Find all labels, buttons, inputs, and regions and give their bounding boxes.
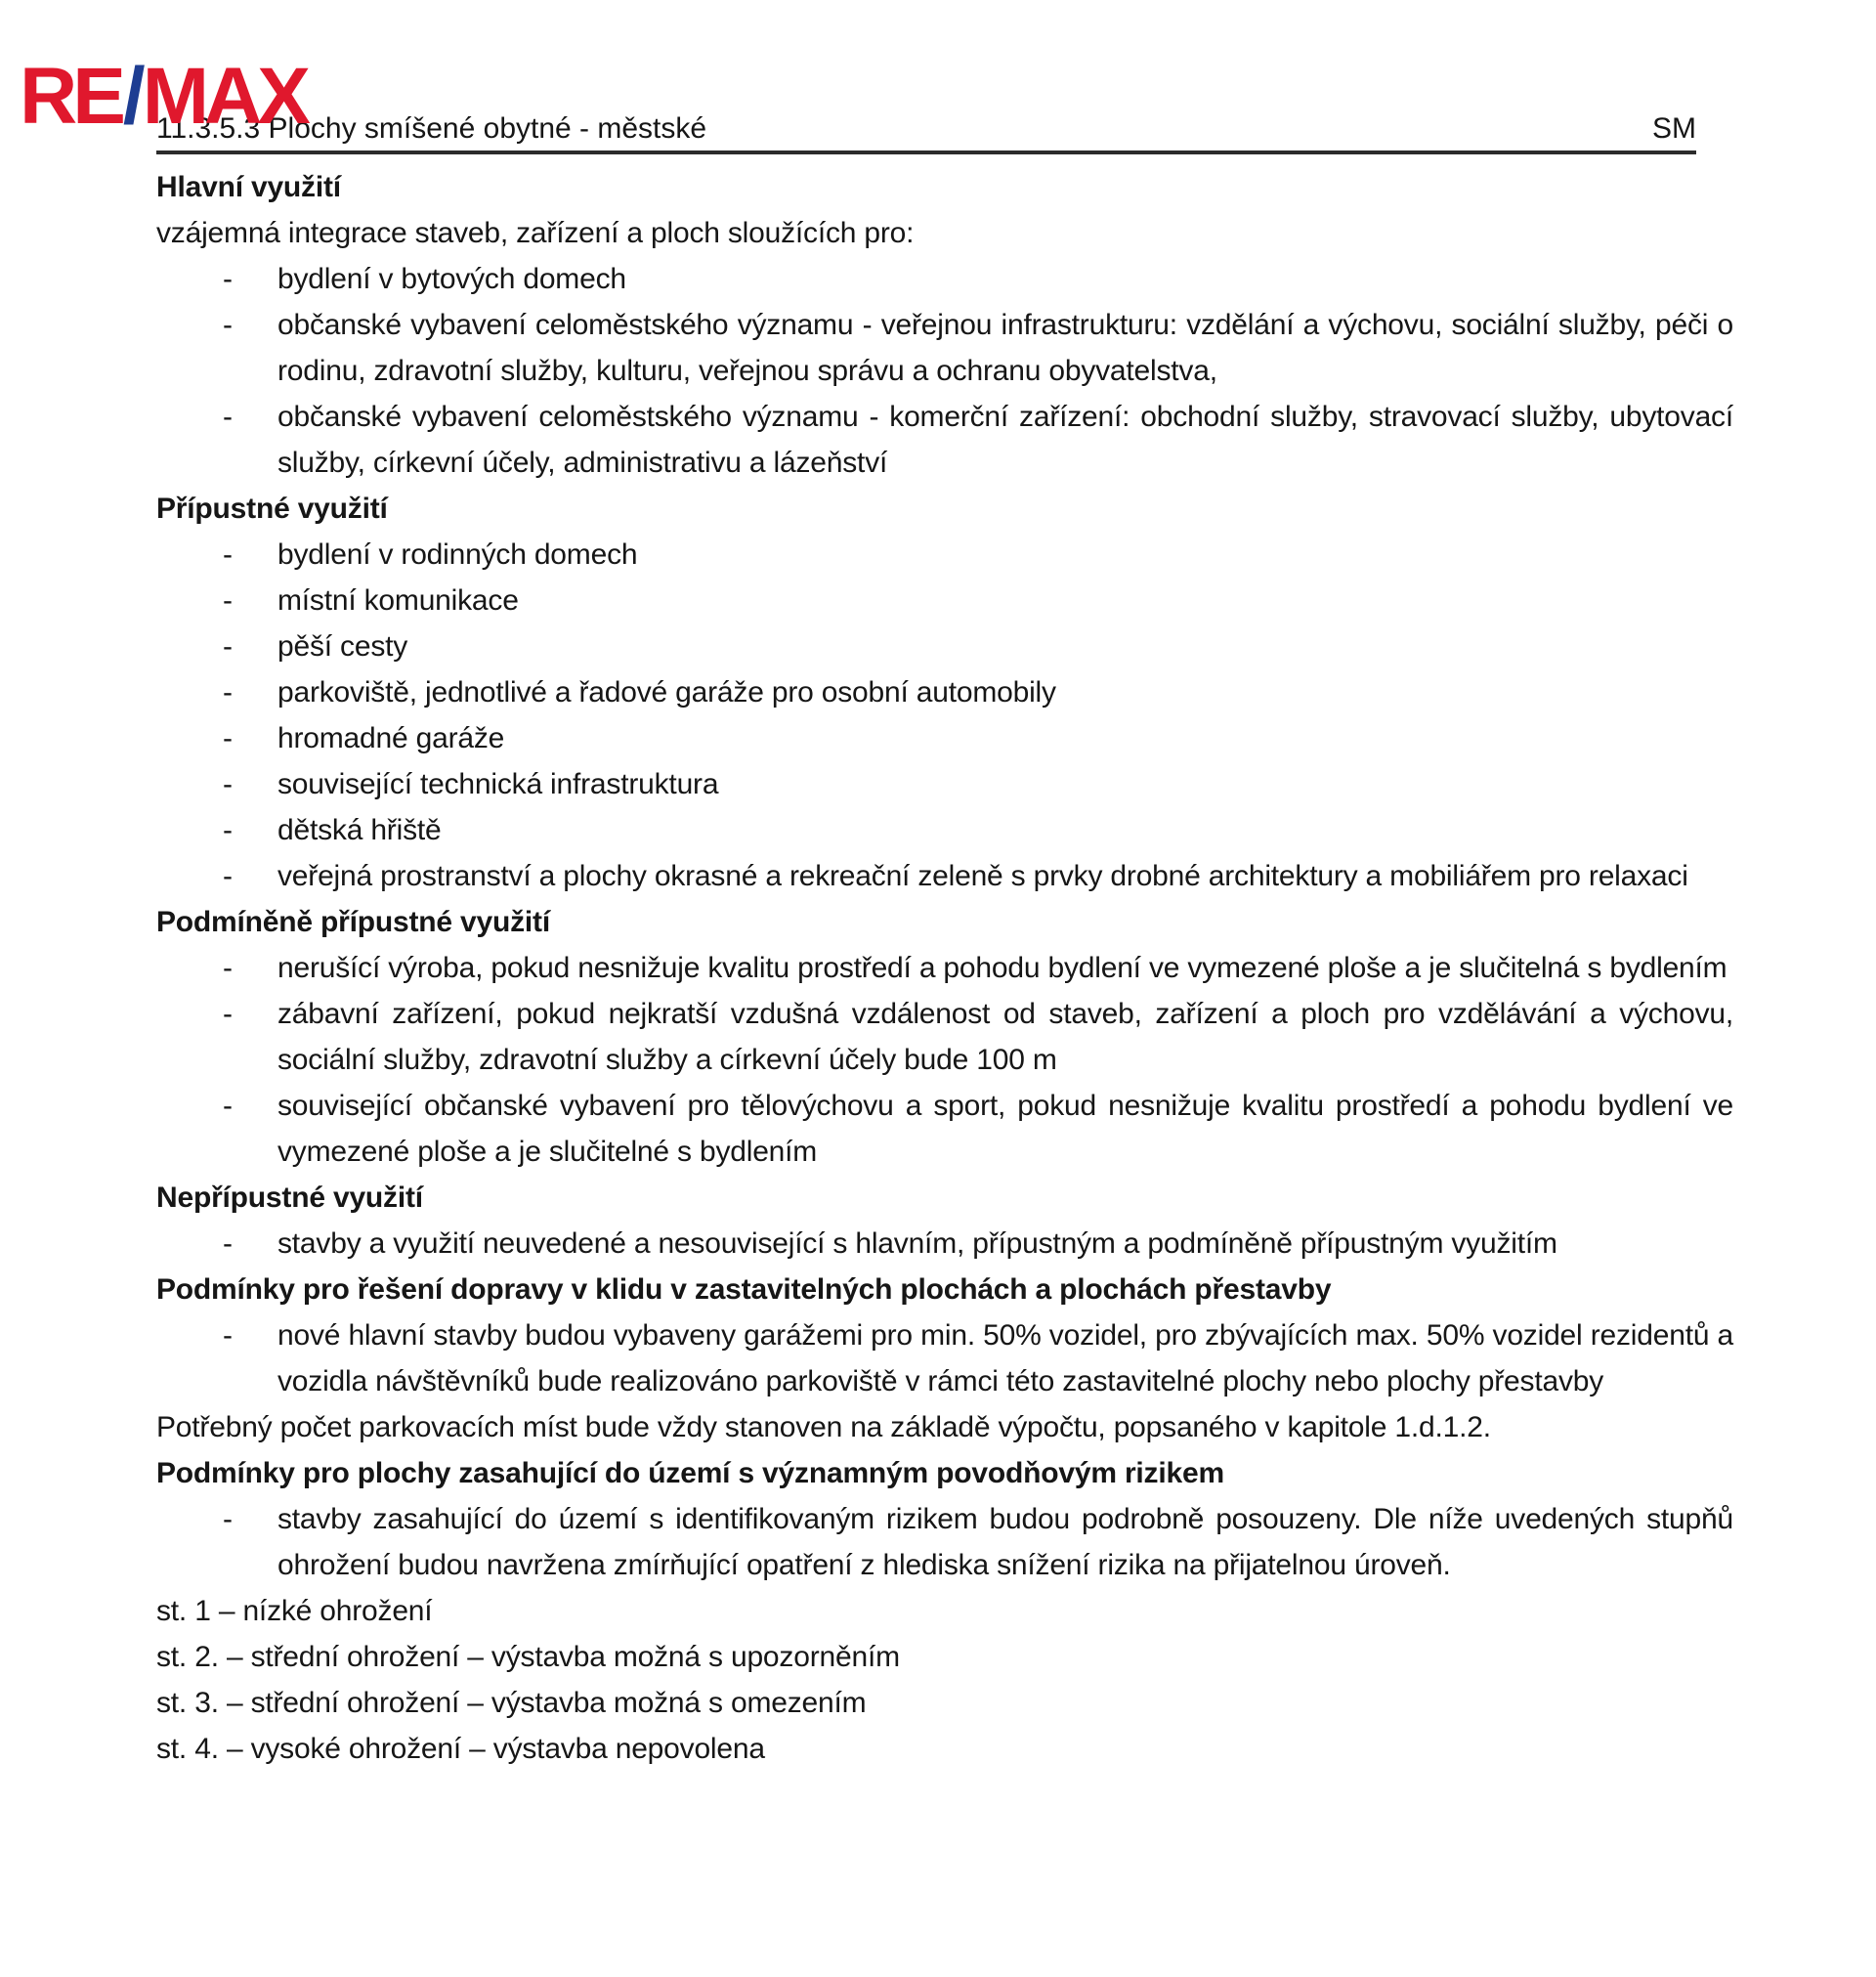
list-item: - parkoviště, jednotlivé a řadové garáže pro osobní automobily bbox=[156, 669, 1733, 715]
list-item: - bydlení v rodinných domech bbox=[156, 532, 1733, 578]
list-item: - související technická infrastruktura bbox=[156, 761, 1733, 807]
section-heading-pripustne-vyuziti: Přípustné využití bbox=[156, 493, 388, 525]
section-heading-hlavni-vyuziti: Hlavní využití bbox=[156, 171, 341, 203]
section-heading-podminene-pripustne-vyuziti: Podmíněně přípustné využití bbox=[156, 906, 550, 938]
list-item: - nerušící výroba, pokud nesnižuje kvalitu prostředí a pohodu bydlení ve vymezené ploše a je slučitelná s bydlením bbox=[156, 945, 1733, 991]
page-header bbox=[156, 109, 1696, 154]
list-item: - pěší cesty bbox=[156, 623, 1733, 669]
section-heading-nepripustne-vyuziti: Nepřípustné využití bbox=[156, 1182, 423, 1214]
hazard-levels-list bbox=[156, 1588, 1733, 1772]
document-body bbox=[156, 164, 1733, 1772]
list-podminene-pripustne bbox=[156, 945, 1733, 1175]
list-item: - místní komunikace bbox=[156, 578, 1733, 623]
list-pripustne-vyuziti bbox=[156, 532, 1733, 899]
list-item: - dětská hřiště bbox=[156, 807, 1733, 853]
list-item: - zábavní zařízení, pokud nejkratší vzdušná vzdálenost od staveb, zařízení a ploch pro vzdělávání a výchovu, sociální služby, zdravotní služby a církevní účely bude 100 m bbox=[156, 991, 1733, 1083]
intro-paragraph: vzájemná integrace staveb, zařízení a ploch sloužících pro: bbox=[156, 217, 915, 249]
remax-logo bbox=[20, 52, 306, 141]
parking-note: Potřebný počet parkovacích míst bude vždy stanoven na základě výpočtu, popsaného v kapitole 1.d.1.2. bbox=[156, 1411, 1491, 1443]
list-item: - občanské vybavení celoměstského významu - komerční zařízení: obchodní služby, stravovací služby, ubytovací služby, církevní účely, administrativu a lázeňství bbox=[156, 394, 1733, 486]
list-item: - veřejná prostranství a plochy okrasné a rekreační zeleně s prvky drobné architektury a mobiliářem pro relaxaci bbox=[156, 853, 1733, 899]
hazard-level-item: st. 3. – střední ohrožení – výstavba možná s omezením bbox=[156, 1687, 867, 1719]
section-heading-povodnove-riziko: Podmínky pro plochy zasahující do území s významným povodňovým rizikem bbox=[156, 1457, 1224, 1489]
hazard-level-item: st. 2. – střední ohrožení – výstavba možná s upozorněním bbox=[156, 1641, 900, 1673]
list-item: - nové hlavní stavby budou vybaveny garážemi pro min. 50% vozidel, pro zbývajících max. 50% vozidel rezidentů a vozidla návštěvníků bude realizováno parkoviště v rámci této zastavitelné plochy nebo plochy přestavby bbox=[156, 1312, 1733, 1404]
page-title: 11.3.5.3 Plochy smíšené obytné - městské bbox=[156, 112, 707, 145]
list-item: - stavby a využití neuvedené a nesouvisející s hlavním, přípustným a podmíněně přípustným využitím bbox=[156, 1221, 1733, 1267]
hazard-level-item: st. 1 – nízké ohrožení bbox=[156, 1595, 433, 1627]
list-item: - stavby zasahující do území s identifikovaným rizikem budou podrobně posouzeny. Dle níže uvedených stupňů ohrožení budou navržena zmírňující opatření z hlediska snížení rizika na přijatelnou úroveň. bbox=[156, 1496, 1733, 1588]
list-povoden bbox=[156, 1496, 1733, 1588]
remax-logo-max: MAX bbox=[142, 52, 306, 141]
list-doprava bbox=[156, 1312, 1733, 1404]
section-heading-doprava-v-klidu: Podmínky pro řešení dopravy v klidu v zastavitelných plochách a plochách přestavby bbox=[156, 1273, 1332, 1306]
list-item: - bydlení v bytových domech bbox=[156, 256, 1733, 302]
list-item: - občanské vybavení celoměstského významu - veřejnou infrastrukturu: vzdělání a výchovu, sociální služby, péči o rodinu, zdravotní služby, kulturu, veřejnou správu a ochranu obyvatelstva, bbox=[156, 302, 1733, 394]
zone-code: SM bbox=[1652, 112, 1696, 145]
hazard-level-item: st. 4. – vysoké ohrožení – výstavba nepovolena bbox=[156, 1733, 765, 1765]
list-nepripustne bbox=[156, 1221, 1733, 1267]
remax-logo-slash: / bbox=[122, 52, 141, 141]
remax-logo-re: RE bbox=[20, 52, 121, 141]
list-item: - hromadné garáže bbox=[156, 715, 1733, 761]
list-item: - související občanské vybavení pro tělovýchovu a sport, pokud nesnižuje kvalitu prostředí a pohodu bydlení ve vymezené ploše a je slučitelné s bydlením bbox=[156, 1083, 1733, 1175]
list-hlavni-vyuziti bbox=[156, 256, 1733, 486]
